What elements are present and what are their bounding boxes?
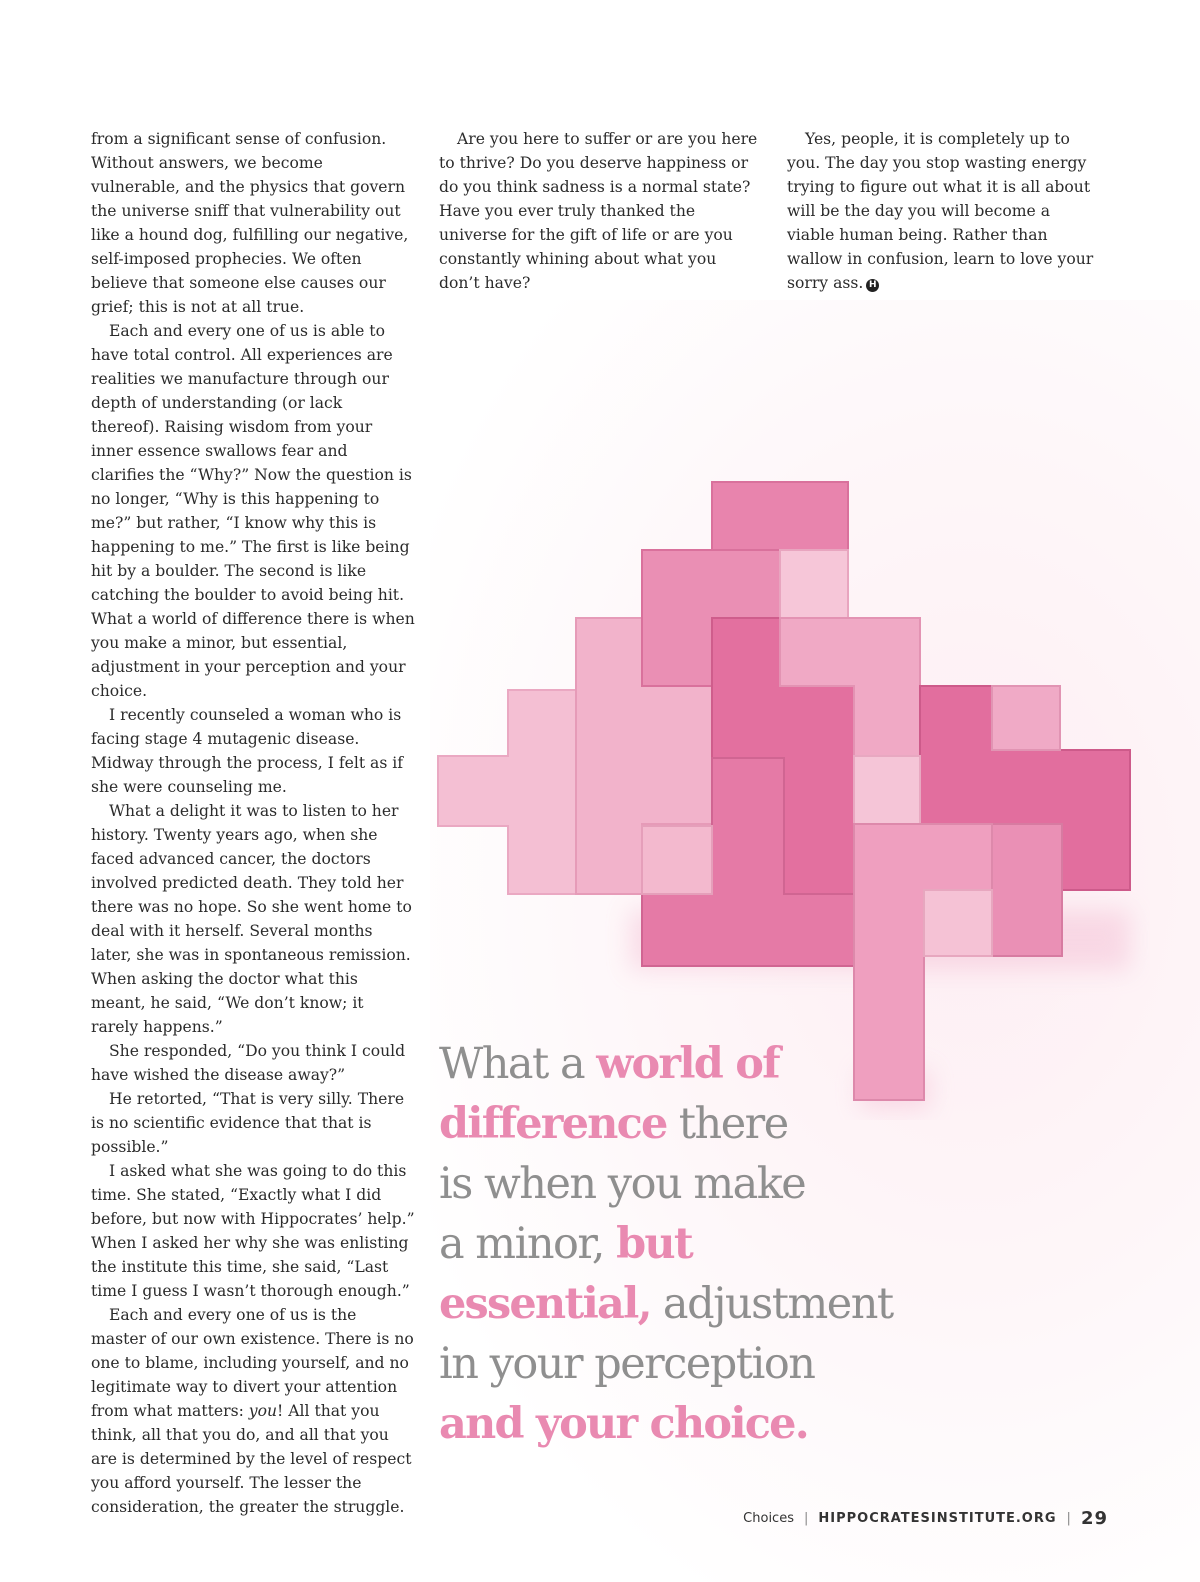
pull-quote-text: adjustment — [650, 1279, 893, 1329]
pull-quote-text: What a — [439, 1039, 597, 1089]
article-column-3 — [787, 127, 1101, 295]
pull-quote — [439, 1034, 893, 1454]
paragraph-text: Yes, people, it is completely up to you. The day you stop wasting energy trying to figure out what it is all about will be the day you will become a viable human being. Rather than wallow in confusion, learn to love your sorry ass. — [787, 130, 1094, 292]
puzzle-block — [780, 550, 848, 618]
pull-quote-highlight: essential, — [439, 1279, 651, 1329]
paragraph: What a delight it was to listen to her history. Twenty years ago, when she faced advanced cancer, the doctors involved predicted death. They told her there was no hope. So she went home to deal with it herself. Several months later, she was in spontaneous remission. When asking the doctor what this meant, he said, “We don’t know; it rarely happens.” — [91, 802, 412, 1036]
footer-section: Choices — [743, 1511, 794, 1526]
puzzle-block — [924, 890, 992, 956]
pull-quote-text: in your perception — [439, 1339, 815, 1389]
paragraph: He retorted, “That is very silly. There is no scientific evidence that that is possible.” — [91, 1090, 405, 1156]
pull-quote-line — [439, 1094, 859, 1154]
pull-quote-highlight: and your choice. — [439, 1399, 808, 1449]
paragraph: I recently counseled a woman who is facing stage 4 mutagenic disease. Midway through the process, I felt as if she were counseling me. — [91, 706, 404, 796]
pull-quote-highlight: but — [616, 1219, 692, 1269]
footer-divider: | — [803, 1511, 809, 1526]
pull-quote-highlight: difference — [439, 1099, 667, 1149]
paragraph — [787, 127, 1101, 295]
page-number: 29 — [1080, 1508, 1108, 1529]
footer-site-link[interactable]: HIPPOCRATESINSTITUTE.ORG — [818, 1511, 1057, 1526]
page-footer — [743, 1508, 1108, 1529]
puzzle-block — [992, 686, 1060, 750]
pull-quote-line — [439, 1214, 859, 1274]
pull-quote-line — [439, 1334, 859, 1394]
paragraph — [91, 1303, 415, 1519]
emphasis-you: you — [248, 1402, 278, 1420]
paragraph: Are you here to suffer or are you here to thrive? Do you deserve happiness or do you think sadness is a normal state? Have you ever truly thanked the universe for the gift of life or are you constantly whining about what you don’t have? — [439, 130, 758, 292]
pull-quote-line — [439, 1394, 859, 1454]
pull-quote-highlight: world of — [596, 1039, 779, 1089]
pull-quote-line — [439, 1154, 859, 1214]
pull-quote-line — [439, 1274, 893, 1334]
pull-quote-text: there — [666, 1099, 788, 1149]
paragraph: from a significant sense of confusion. Without answers, we become vulnerable, and the physics that govern the universe sniff that vulnerability out like a hound dog, fulfilling our negative, self-imposed prophecies. We often believe that someone else causes our grief; this is not at all true. — [91, 130, 409, 316]
paragraph: I asked what she was going to do this time. She stated, “Exactly what I did before, but now with Hippocrates’ help.” When I asked her why she was enlisting the institute this time, she said, “Last time I guess I wasn’t thorough enough.” — [91, 1162, 415, 1300]
paragraph-text: ! All that you think, all that you do, and all that you are is determined by the level of respect you afford yourself. The lesser the consideration, the greater the struggle. — [91, 1402, 412, 1516]
article-column-1 — [91, 127, 415, 1519]
pull-quote-text: a minor, — [439, 1219, 617, 1269]
puzzle-block — [854, 756, 920, 824]
pull-quote-line — [439, 1034, 859, 1094]
end-mark-icon: H — [866, 279, 879, 292]
paragraph-text: Each and every one of us is the master of our own existence. There is no one to blame, including yourself, and no legitimate way to divert your attention from what matters: — [91, 1306, 414, 1420]
paragraph: Each and every one of us is able to have total control. All experiences are realities we manufacture through our depth of understanding (or lack thereof). Raising wisdom from your inner essence swallows fear and clarifies the “Why?” Now the question is no longer, “Why is this happening to me?” but rather, “I know why this is happening to me.” The first is like being hit by a boulder. The second is like catching the boulder to avoid being hit. What a world of difference there is when you make a minor, but essential, adjustment in your perception and your choice. — [91, 322, 415, 700]
puzzle-block — [642, 826, 712, 894]
puzzle-block — [992, 824, 1062, 956]
pull-quote-text: is when you make — [439, 1159, 806, 1209]
pink-block-puzzle-image — [430, 470, 1150, 1120]
footer-divider: | — [1066, 1511, 1071, 1526]
article-column-2 — [439, 127, 761, 295]
paragraph: She responded, “Do you think I could have wished the disease away?” — [91, 1042, 406, 1084]
